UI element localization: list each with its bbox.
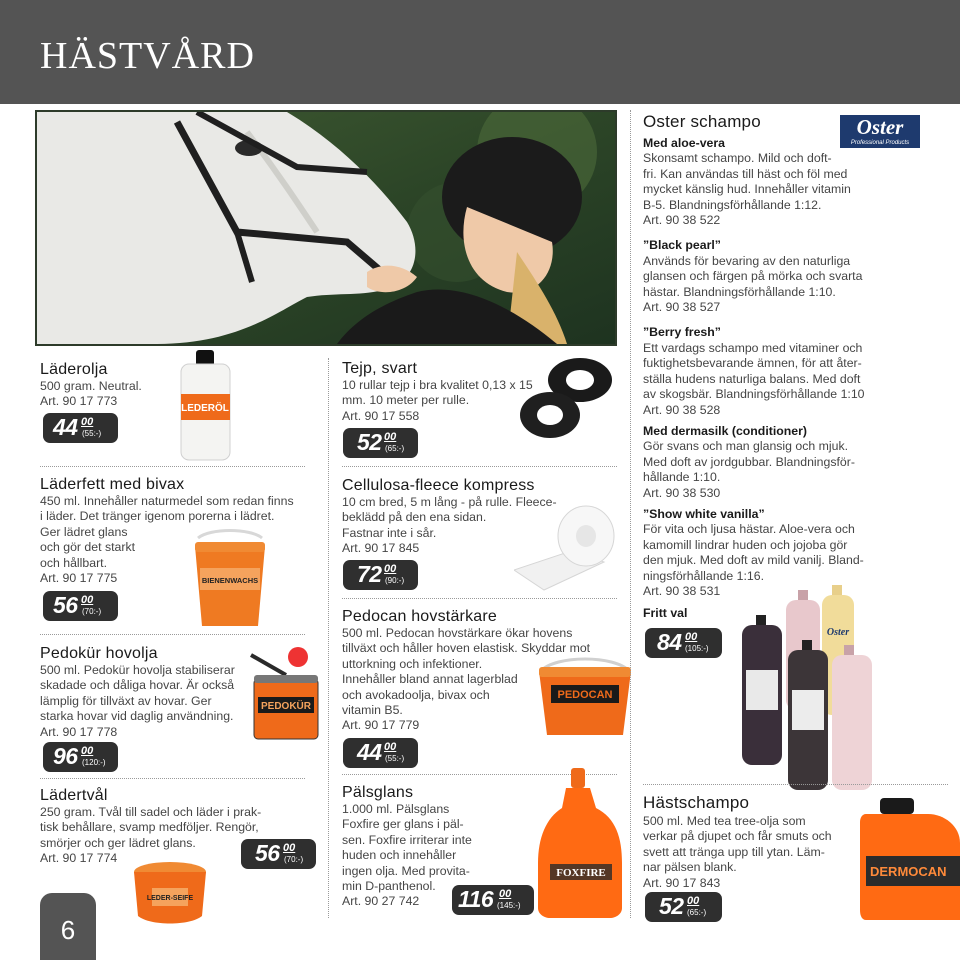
page-header	[0, 0, 960, 104]
foxfire-bottle-image	[536, 768, 624, 918]
variant-desc-line: B-5. Blandningsförhållande 1:12.	[643, 197, 822, 212]
variant-art-number: Art. 90 38 528	[643, 402, 721, 417]
divider	[342, 466, 617, 467]
price-tag	[43, 742, 118, 772]
product-desc-line: mm. 10 meter per rulle.	[342, 393, 470, 408]
old-price: (105:-)	[685, 644, 709, 653]
price-ore: 00	[81, 745, 94, 757]
divider	[40, 778, 305, 779]
variant-heading: ”Black pearl”	[643, 238, 721, 253]
variant-desc-line: Ett vardags schampo med vitaminer och	[643, 340, 863, 355]
divider	[40, 634, 305, 635]
product-art-number: Art. 90 17 843	[643, 875, 721, 890]
product-desc-line: beklädd på den ena sidan.	[342, 510, 487, 525]
price-ore: 00	[81, 594, 94, 606]
price-ore: 00	[685, 631, 698, 643]
product-desc-line: 10 cm bred, 5 m lång - på rulle. Fleece-	[342, 495, 557, 509]
product-title: Hästschampo	[643, 793, 750, 812]
oster-logo-subtext: Professional Products	[850, 140, 910, 146]
dermocan-label: DERMOCAN	[870, 864, 947, 879]
product-art-number: Art. 90 27 742	[342, 894, 420, 909]
variant-desc-line: glansen och färgen på mörka och svarta	[643, 269, 863, 284]
price-kronor: 56	[255, 840, 280, 866]
price-kronor: 72	[357, 561, 382, 587]
variant-desc-line: hästar. Blandningsförhållande 1:10.	[643, 284, 836, 299]
product-desc-line: och avokadoolja, bivax och	[342, 687, 490, 702]
price-ore: 00	[283, 842, 296, 854]
old-price: (145:-)	[497, 901, 521, 910]
divider	[40, 466, 305, 467]
product-desc-line: Foxfire ger glans i päl-	[342, 817, 464, 832]
pedokur-can-image	[246, 645, 321, 745]
page-title: HÄSTVÅRD	[40, 35, 255, 77]
divider	[643, 784, 948, 785]
oster-bottles-image	[740, 585, 890, 790]
product-desc-line: verkar på djupet och får smuts och	[643, 829, 832, 844]
oster-title: Oster schampo	[643, 112, 761, 131]
page-number: 6	[60, 915, 76, 945]
product-desc-line: nar pälsen blank.	[643, 860, 737, 875]
product-desc-line: svett att tränga upp till ytan. Läm-	[643, 844, 825, 859]
price-tag	[645, 892, 722, 922]
variant-heading: ”Show white vanilla”	[643, 506, 765, 521]
column-divider	[630, 110, 631, 918]
product-desc-line: 250 gram. Tvål till sadel och läder i prak-	[40, 805, 262, 819]
variant-art-number: Art. 90 38 527	[643, 300, 721, 315]
variant-heading: Med aloe-vera	[643, 136, 726, 150]
price-ore: 00	[384, 431, 397, 443]
product-desc-line: Fastnar inte i sår.	[342, 525, 437, 540]
product-title: Tejp, svart	[342, 360, 418, 377]
variant-desc-line: den mjuk. Med doft av mild vanilj. Bland-	[643, 553, 864, 568]
product-desc-line: och gör det starkt	[40, 540, 136, 555]
product-art-number: Art. 90 17 779	[342, 718, 420, 733]
tape-rolls-image	[518, 350, 618, 445]
old-price: (65:-)	[385, 444, 405, 453]
oster-logo-text: Oster	[856, 115, 904, 139]
price-kronor: 96	[53, 743, 78, 769]
price-kronor: 44	[357, 739, 382, 765]
price-kronor: 56	[53, 592, 78, 618]
pedocan-label: PEDOCAN	[557, 689, 613, 701]
old-price: (70:-)	[82, 607, 102, 616]
product-art-number: Art. 90 17 778	[40, 724, 118, 739]
variant-desc-line: Gör svans och man glansig och mjuk.	[643, 439, 849, 454]
page-number-tab	[40, 893, 96, 960]
product-desc-line: i läder. Det tränger igenom porerna i lädret.	[40, 509, 275, 524]
product-title: Lädertvål	[40, 787, 108, 804]
product-art-number: Art. 90 17 773	[40, 394, 118, 409]
product-desc-line: lämplig för tillväxt av hovar. Ger	[40, 693, 212, 708]
product-art-number: Art. 90 17 774	[40, 851, 118, 866]
product-title: Läderolja	[40, 361, 108, 378]
price-tag	[343, 428, 418, 458]
old-price: (70:-)	[284, 855, 304, 864]
product-desc-line: huden och innehåller	[342, 848, 457, 863]
old-price: (55:-)	[385, 754, 405, 763]
horse-girl-photo	[35, 110, 617, 346]
product-desc-line: 10 rullar tejp i bra kvalitet 0,13 x 15	[342, 378, 533, 392]
leder-seife-tub-image	[130, 860, 210, 926]
product-desc-line: Innehåller bland annat lagerblad	[342, 672, 518, 687]
product-art-number: Art. 90 17 558	[342, 408, 420, 423]
variant-desc-line: hållande 1:10.	[643, 470, 721, 485]
product-desc-line: 450 ml. Innehåller naturmedel som redan finns	[40, 494, 294, 508]
bienenwachs-tub-image	[190, 528, 270, 628]
price-ore: 00	[499, 888, 512, 900]
product-title: Pedocan hovstärkare	[342, 608, 498, 625]
price-tag	[43, 591, 118, 621]
product-desc-line: vitamin B5.	[342, 703, 403, 718]
variant-desc-line: av skogsbär. Blandningsförhållande 1:10	[643, 387, 865, 402]
divider	[342, 598, 617, 599]
price-ore: 00	[384, 563, 397, 575]
product-desc-line: min D-panthenol.	[342, 879, 436, 894]
product-title: Läderfett med bivax	[40, 476, 185, 493]
variant-desc-line: Skonsamt schampo. Mild och doft-	[643, 151, 832, 166]
price-kronor: 44	[53, 414, 78, 440]
variant-desc-line: För vita och ljusa hästar. Aloe-vera och	[643, 522, 855, 537]
dermocan-bottle-image	[858, 798, 960, 920]
price-tag	[343, 738, 418, 768]
price-tag	[645, 628, 722, 658]
price-kronor: 84	[657, 629, 682, 655]
price-tag	[43, 413, 118, 443]
product-desc-line: ingen olja. Med provita-	[342, 863, 470, 878]
product-desc-line: skadade och dåliga hovar. Är också	[40, 678, 235, 693]
price-kronor: 52	[659, 893, 684, 919]
product-art-number: Art. 90 17 775	[40, 571, 118, 586]
product-desc-line: starka hovar vid daglig användning.	[40, 709, 234, 724]
variant-desc-line: Används för bevaring av den naturliga	[643, 253, 851, 268]
product-desc-line: uttorkning och infektioner.	[342, 656, 483, 671]
price-ore: 00	[384, 741, 397, 753]
column-divider	[328, 358, 329, 918]
free-choice-label: Fritt val	[643, 606, 688, 621]
leder-seife-label: LEDER-SEIFE	[146, 895, 194, 902]
product-title: Cellulosa-fleece kompress	[342, 477, 535, 494]
old-price: (65:-)	[687, 908, 707, 917]
product-desc-line: och hållbart.	[40, 555, 107, 570]
variant-heading: Med dermasilk (conditioner)	[643, 423, 807, 438]
variant-desc-line: fuktighetsbevarande ämnen, för att åter-	[643, 356, 862, 371]
product-desc-line: smörjer och ger lädret glans.	[40, 835, 196, 850]
bienenwachs-label: BIENENWACHS	[201, 576, 259, 585]
variant-desc-line: fri. Kan användas till häst och föl med	[643, 166, 848, 181]
oster-section	[643, 112, 948, 622]
lederol-label: LEDERÖL	[181, 403, 229, 414]
old-price: (120:-)	[82, 758, 106, 767]
oster-bottle-label: Oster	[826, 627, 850, 638]
variant-art-number: Art. 90 38 522	[643, 213, 721, 228]
price-tag	[241, 839, 316, 869]
product-desc-line: tillväxt och håller hoven elastisk. Skyddar mot	[342, 641, 591, 656]
product-desc-line: 500 ml. Med tea tree-olja som	[643, 814, 806, 828]
fleece-roll-image	[514, 500, 619, 592]
product-title: Pedokür hovolja	[40, 645, 158, 662]
variant-desc-line: ställa hudens naturliga balans. Med doft	[643, 371, 861, 386]
product-desc-line: Ger lädret glans	[40, 524, 128, 539]
old-price: (90:-)	[385, 576, 405, 585]
lederol-bottle-image	[178, 350, 233, 462]
oster-logo	[840, 115, 920, 148]
price-tag	[343, 560, 418, 590]
product-desc-line: 1.000 ml. Pälsglans	[342, 802, 450, 816]
variant-art-number: Art. 90 38 530	[643, 485, 721, 500]
product-desc-line: tisk behållare, svamp medföljer. Rengör,	[40, 820, 259, 835]
price-tag	[452, 885, 534, 915]
variant-heading: ”Berry fresh”	[643, 325, 721, 340]
variant-desc-line: ningsförhållande 1:16.	[643, 568, 765, 583]
product-hastschampo	[643, 793, 858, 891]
product-art-number: Art. 90 17 845	[342, 541, 420, 556]
price-kronor: 116	[458, 886, 494, 912]
product-title: Pälsglans	[342, 784, 414, 801]
variant-desc-line: Med doft av jordgubbar. Blandningsför-	[643, 454, 855, 469]
variant-desc-line: mycket känslig hud. Innehåller vitamin	[643, 182, 851, 197]
pedokur-label: PEDOKÜR	[260, 701, 312, 712]
price-kronor: 52	[357, 429, 382, 455]
variant-desc-line: kamomill lindrar huden och jojoba gör	[643, 537, 848, 552]
pedocan-tub-image	[535, 655, 635, 737]
product-desc-line: 500 ml. Pedocan hovstärkare ökar hovens	[342, 626, 573, 640]
price-ore: 00	[81, 416, 94, 428]
variant-art-number: Art. 90 38 531	[643, 583, 721, 598]
product-desc-line: 500 ml. Pedokür hovolja stabiliserar	[40, 663, 235, 677]
price-ore: 00	[687, 895, 700, 907]
product-desc-line: 500 gram. Neutral.	[40, 379, 142, 393]
product-desc-line: sen. Foxfire irriterar inte	[342, 832, 472, 847]
foxfire-label: FOXFIRE	[556, 867, 606, 879]
old-price: (55:-)	[82, 429, 102, 438]
